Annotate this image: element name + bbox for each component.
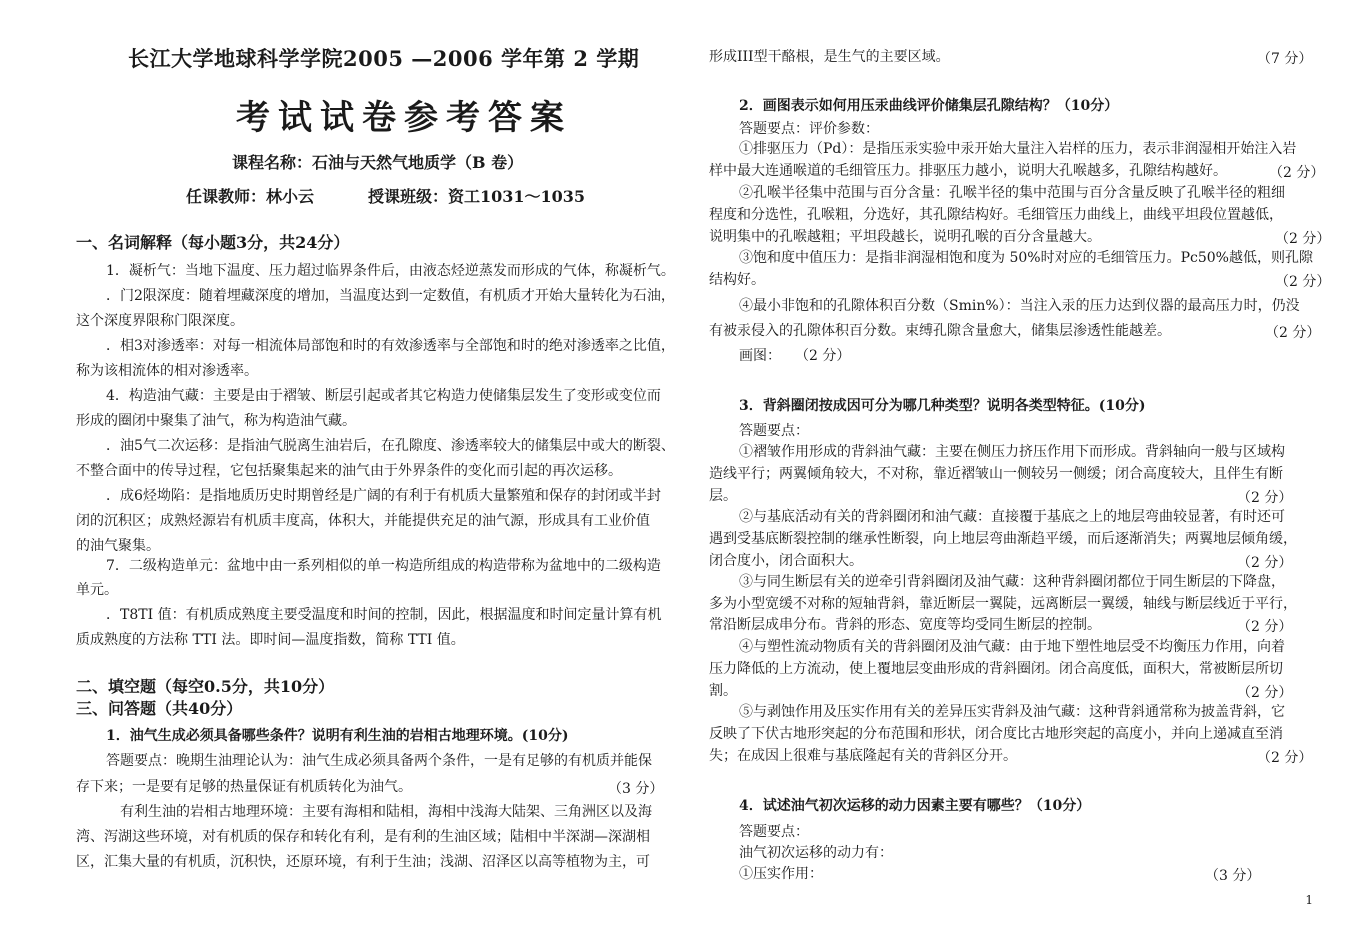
class-info: 授课班级：资工1031～1035	[368, 187, 586, 206]
term-8-line-1: ．T8TI 值：有机质成熟度主要受温度和时间的控制，因此，根据温度和时间定量计算有机	[106, 607, 662, 623]
term-8-line-2: 质成熟度的方法称 TTI 法。即时间—温度指数，简称 TTI 值。	[76, 632, 465, 648]
q2-intro: 答题要点：评价参数：	[739, 121, 879, 137]
term-6-line-1: ．成6烃坳陷：是指地质历史时期曾经是广阔的有利于有机质大量繁殖和保存的封闭或半封	[106, 488, 661, 504]
q4-points: （3 分）	[1205, 868, 1261, 884]
q3-p1-line-2: 造线平行；两翼倾角较大，不对称，靠近褶皱山一侧较另一侧缓；闭合高度较大，且伴生有断	[709, 466, 1283, 482]
q2-p2-line-1: ②孔喉半径集中范围与百分含量：孔喉半径的集中范围与百分含量反映了孔喉半径的粗细	[739, 185, 1285, 201]
q3-p1-points: （2 分）	[1237, 490, 1293, 506]
q2-p2-line-2: 程度和分选性，孔喉粗，分选好，其孔隙结构好。毛细管压力曲线上，曲线平坦段位置越低，	[709, 207, 1283, 223]
section-3-heading: 三、问答题（共40分）	[76, 699, 243, 718]
q2-p1-points: （2 分）	[1269, 165, 1325, 181]
q2-p3-line-1: ③饱和度中值压力：是指非润湿相饱和度为 50%时对应的毛细管压力。Pc50%越低，则孔隙	[739, 250, 1313, 266]
q2-p2-line-3: 说明集中的孔喉越粗；平坦段越长，说明孔喉的百分含量越大。	[709, 229, 1101, 245]
q2-p3-line-2: 结构好。	[709, 272, 765, 288]
continued-line: 形成III型干酪根，是生气的主要区域。	[709, 49, 950, 65]
term-6-line-2: 闭的沉积区；成熟烃源岩有机质丰度高，体积大，并能提供充足的油气源，形成具有工业价值	[76, 513, 650, 529]
page-number: 1	[1305, 893, 1313, 907]
q3-p4-line-1: ④与塑性流动物质有关的背斜圈闭及油气藏：由于地下塑性地层受不均衡压力作用，向着	[739, 639, 1285, 655]
q1-env-line-2: 湾、泻湖这些环境，对有机质的保存和转化有利，是有利的生油区域；陆相中半深湖—深湖相	[76, 829, 650, 845]
q2-p2-points: （2 分）	[1275, 231, 1331, 247]
q1-answer-line-1: 答题要点：晚期生油理论认为：油气生成必须具备两个条件，一是有足够的有机质并能保	[106, 753, 652, 769]
exam-title-line: 长江大学地球科学学院2005 —2006 学年第 2 学期	[128, 46, 640, 71]
q3-p5-line-3: 失；在成因上很难与基底隆起有关的背斜区分开。	[709, 748, 1017, 764]
q3-p5-line-1: ⑤与剥蚀作用及压实作用有关的差异压实背斜及油气藏：这种背斜通常称为披盖背斜，它	[739, 704, 1285, 720]
q2-p1-line-1: ①排驱压力（Pd）：是指压汞实验中汞开始大量注入岩样的压力，表示非润湿相开始注入岩	[739, 141, 1297, 157]
q3-p4-points: （2 分）	[1237, 685, 1293, 701]
term-4-line-2: 形成的圈闭中聚集了油气，称为构造油气藏。	[76, 413, 356, 429]
q4-line-2: ①压实作用：	[739, 866, 823, 882]
q2-figure-note: 画图： （2 分）	[739, 348, 851, 364]
q2-p4-points: （2 分）	[1265, 325, 1321, 341]
term-4-line-1: 4．构造油气藏：主要是由于褶皱、断层引起或者其它构造力使储集层发生了变形或变位而	[106, 388, 661, 404]
q3-p5-points: （2 分）	[1257, 750, 1313, 766]
question-2: 2．画图表示如何用压汞曲线评价储集层孔隙结构？（10分）	[739, 98, 1119, 114]
term-2-line-1: ．门2限深度：随着埋藏深度的增加，当温度达到一定数值，有机质才开始大量转化为石油，	[106, 288, 675, 304]
q2-p3-points: （2 分）	[1275, 274, 1331, 290]
question-3: 3．背斜圈闭按成因可分为哪几种类型？说明各类型特征。(10分)	[739, 398, 1146, 414]
q3-p3-points: （2 分）	[1237, 619, 1293, 635]
q3-intro: 答题要点：	[739, 423, 809, 439]
term-1: 1．凝析气：当地下温度、压力超过临界条件后，由液态烃逆蒸发而形成的气体，称凝析气。	[106, 263, 675, 279]
q3-p1-line-1: ①褶皱作用形成的背斜油气藏：主要在侧压力挤压作用下而形成。背斜轴向一般与区域构	[739, 444, 1285, 460]
term-7-line-1: 7．二级构造单元：盆地中由一系列相似的单一构造所组成的构造带称为盆地中的二级构造	[106, 558, 661, 574]
q3-p2-line-3: 闭合度小，闭合面积大。	[709, 553, 863, 569]
q3-p3-line-1: ③与同生断层有关的逆牵引背斜圈闭及油气藏：这种背斜圈闭都位于同生断层的下降盘，	[739, 574, 1285, 590]
q3-p4-line-3: 割。	[709, 683, 737, 699]
q4-intro: 答题要点：	[739, 824, 809, 840]
question-4: 4．试述油气初次运移的动力因素主要有哪些？（10分）	[739, 798, 1091, 814]
q2-p1-line-2: 样中最大连通喉道的毛细管压力。排驱压力越小，说明大孔喉越多，孔隙结构越好。	[709, 163, 1227, 179]
q1-env-line-1: 有利生油的岩相古地理环境：主要有海相和陆相，海相中浅海大陆架、三角洲区以及海	[120, 804, 652, 820]
q3-p2-line-2: 遇到受基底断裂控制的继承性断裂，向上地层弯曲渐趋平缓，而后逐渐消失；两翼地层倾角缓，	[709, 531, 1297, 547]
term-5-line-1: ．油5气二次运移：是指油气脱离生油岩后，在孔隙度、渗透率较大的储集层中或大的断裂、	[106, 438, 675, 454]
q2-p4-line-2: 有被汞侵入的孔隙体积百分数。束缚孔隙含量愈大，储集层渗透性能越差。	[709, 323, 1171, 339]
course-name: 课程名称：石油与天然气地质学（B 卷）	[232, 153, 524, 172]
q1-env-line-3: 区，汇集大量的有机质，沉积快，还原环境，有利于生油；浅湖、沼泽区以高等植物为主，可	[76, 854, 650, 870]
section-1-heading: 一、名词解释（每小题3分，共24分）	[76, 233, 350, 252]
q3-p3-line-2: 多为小型宽缓不对称的短轴背斜，靠近断层一翼陡，远离断层一翼缓，轴线与断层线近于平行，	[709, 596, 1297, 612]
q3-p3-line-3: 常沿断层成串分布。背斜的形态、宽度等均受同生断层的控制。	[709, 617, 1101, 633]
q3-p4-line-2: 压力降低的上方流动，使上覆地层变曲形成的背斜圈闭。闭合高度低，面积大，常被断层所切	[709, 661, 1283, 677]
q3-p2-points: （2 分）	[1237, 555, 1293, 571]
term-6-line-3: 的油气聚集。	[76, 538, 160, 554]
q3-p2-line-1: ②与基底活动有关的背斜圈闭和油气藏：直接覆于基底之上的地层弯曲较显著，有时还可	[739, 509, 1285, 525]
continued-points: （7 分）	[1257, 51, 1313, 67]
term-7-line-2: 单元。	[76, 582, 118, 598]
q4-line-1: 油气初次运移的动力有：	[739, 845, 893, 861]
exam-main-title: 考试试卷参考答案	[236, 98, 572, 138]
q3-p5-line-2: 反映了下伏古地形突起的分布范围和形状，闭合度比古地形突起的高度小，并向上递减直至消	[709, 726, 1283, 742]
term-5-line-2: 不整合面中的传导过程，它包括聚集起来的油气由于外界条件的变化而引起的再次运移。	[76, 463, 622, 479]
q1-answer-line-2: 存下来；一是要有足够的热量保证有机质转化为油气。	[76, 779, 412, 795]
teacher-name: 任课教师：林小云	[186, 187, 315, 206]
term-3-line-2: 称为该相流体的相对渗透率。	[76, 363, 258, 379]
q2-p4-line-1: ④最小非饱和的孔隙体积百分数（Smin%）：当注入汞的压力达到仪器的最高压力时，仍没	[739, 298, 1300, 314]
term-2-line-2: 这个深度界限称门限深度。	[76, 313, 244, 329]
question-1: 1．油气生成必须具备哪些条件？说明有利生油的岩相古地理环境。(10分)	[106, 728, 569, 744]
q3-p1-line-3: 层。	[709, 488, 737, 504]
term-3-line-1: ．相3对渗透率：对每一相流体局部饱和时的有效渗透率与全部饱和时的绝对渗透率之比值，	[106, 338, 675, 354]
q1-points: （3 分）	[608, 781, 664, 797]
section-2-heading: 二、填空题（每空0.5分，共10分）	[76, 677, 335, 696]
